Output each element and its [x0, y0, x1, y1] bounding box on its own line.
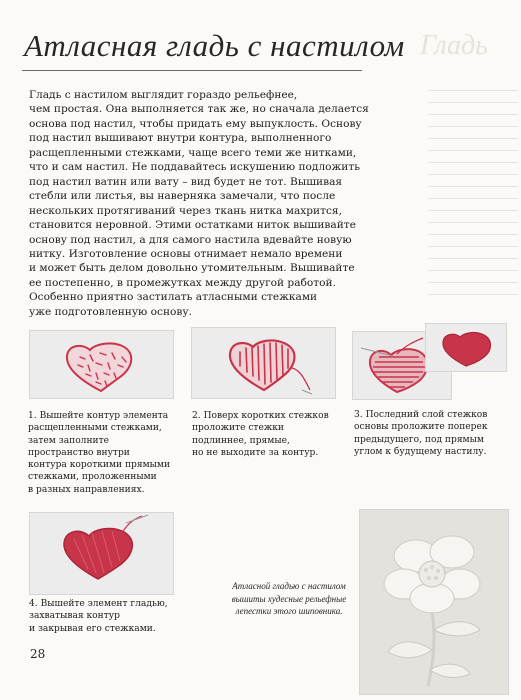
- caption-line: 1. Вышейте контур элемента: [28, 411, 169, 421]
- caption-line: захватывая контур: [29, 611, 120, 622]
- caption-line: углом к будущему настилу.: [354, 446, 487, 457]
- body-line: под настил вышивают внутри контура, выполненного: [29, 132, 332, 145]
- body-line: стебли или листья, вы наверняка замечали, что после: [29, 190, 336, 203]
- caption-line: пространство внутри: [28, 447, 130, 458]
- caption-line: в разных направлениях.: [28, 484, 145, 495]
- heart-outline-split-stitch-image: [30, 331, 173, 398]
- caption-line: затем заполните: [28, 435, 109, 446]
- heart-satin-finished-image: [30, 513, 173, 594]
- body-line: становится неровной. Этими остатками ниток вышивайте: [29, 219, 356, 232]
- heart-long-stitches-image: [192, 328, 335, 398]
- step-4-caption: [29, 598, 168, 635]
- step-3-photo-b: [425, 323, 507, 372]
- body-line: уже подготовленную основу.: [29, 305, 192, 318]
- step-3-caption: [354, 409, 488, 458]
- facing-page-show-through-lines: [428, 90, 518, 306]
- body-line: что и сам настил. Не поддавайтесь искушению подложить: [29, 161, 360, 174]
- caption-line: проложите стежки: [192, 423, 284, 434]
- step-1-photo: [29, 330, 174, 399]
- page-number: 28: [30, 647, 46, 661]
- body-line: нескольких протягиваний через ткань нитка махрится,: [29, 204, 342, 217]
- body-line: нитку. Изготовление основы отнимает немало времени: [29, 247, 343, 260]
- caption-line: но не выходите за контур.: [192, 447, 319, 458]
- title-divider: [22, 70, 362, 71]
- page-title: Атласная гладь с настилом: [24, 28, 405, 63]
- caption-line: 2. Поверх коротких стежков: [192, 411, 329, 421]
- caption-line: предыдущего, под прямым: [354, 434, 484, 445]
- body-line: Гладь с настилом выглядит гораздо рельефнее,: [29, 89, 298, 101]
- caption-line: 3. Последний слой стежков: [354, 410, 488, 420]
- step-2-photo: [191, 327, 336, 399]
- caption-line: Атласной гладью с настилом: [232, 581, 346, 591]
- intro-paragraph: [29, 88, 384, 319]
- caption-line: контура короткими прямыми: [28, 460, 171, 471]
- heart-filled-preview-image: [426, 324, 506, 371]
- caption-line: подлиннее, прямые,: [192, 435, 290, 446]
- body-line: основу под настил, а для самого настила вдевайте новую: [29, 233, 352, 246]
- body-line: чем простая. Она выполняется так же, но сначала делается: [29, 103, 369, 116]
- caption-line: расщепленными стежками,: [28, 423, 162, 434]
- facing-page-show-through-title: Гладь: [420, 30, 488, 61]
- body-line: расщепленными стежками, чаще всего теми же нитками,: [29, 146, 357, 159]
- step-2-caption: [192, 410, 329, 459]
- caption-line: 4. Вышейте элемент гладью,: [29, 599, 168, 609]
- caption-line: основы проложите поперек: [354, 422, 488, 433]
- white-rose-embroidery-image: [360, 510, 508, 694]
- body-line: ее постепенно, в промежутках между другой работой.: [29, 276, 336, 289]
- body-line: основа под настил, чтобы придать ему выпуклость. Основу: [29, 117, 362, 130]
- caption-line: и закрывая его стежками.: [29, 623, 156, 634]
- caption-line: лепестки этого шиповника.: [235, 606, 343, 616]
- finished-rose-photo: [359, 509, 509, 695]
- rose-photo-caption: [224, 580, 354, 618]
- body-line: под настил ватин или вату – вид будет не тот. Вышивая: [29, 175, 343, 188]
- caption-line: стежками, проложенными: [28, 472, 157, 483]
- caption-line: вышиты худесные рельефные: [231, 593, 347, 604]
- body-line: Особенно приятно застилать атласными стежками: [29, 291, 318, 304]
- body-line: и может быть делом довольно утомительным. Вышивайте: [29, 262, 355, 275]
- step-1-caption: [28, 410, 170, 496]
- step-4-photo: [29, 512, 174, 595]
